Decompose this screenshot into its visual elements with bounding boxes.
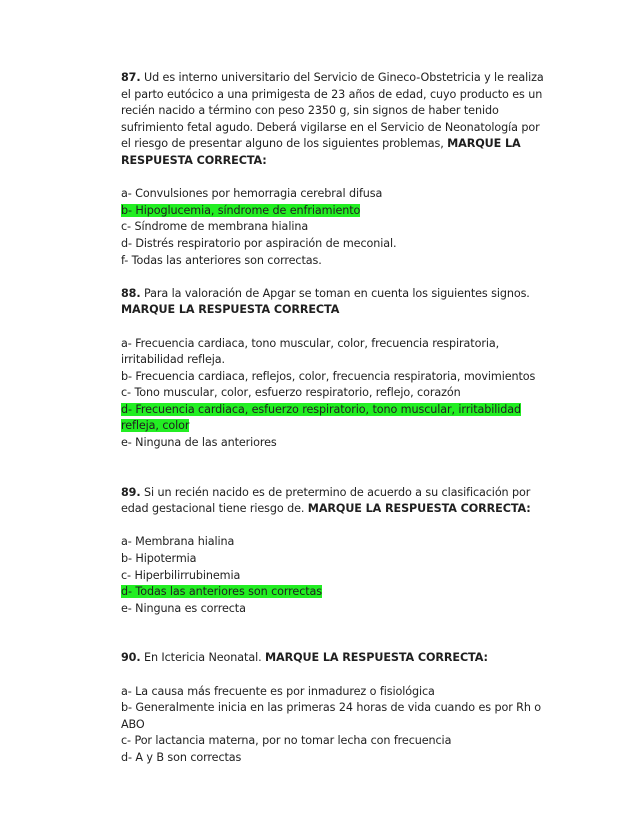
question-90-stem (121, 650, 546, 667)
question-90-options (121, 684, 546, 767)
question-87-stem (121, 70, 546, 170)
question-88-options (121, 336, 546, 452)
correct-answer-highlight: d- Todas las anteriores son correctas (121, 585, 323, 599)
question-instruction: MARQUE LA RESPUESTA CORRECTA: (265, 651, 488, 665)
option-a: a- Membrana hialina (121, 535, 235, 549)
question-instruction: MARQUE LA RESPUESTA CORRECTA: (307, 502, 531, 516)
option-d-correct (121, 584, 546, 601)
option-c: c- Síndrome de membrana hialina (121, 220, 309, 234)
option-e: e- Ninguna de las anteriores (121, 436, 277, 450)
option-a: a- Convulsiones por hemorragia cerebral difusa (121, 187, 383, 201)
option-b: b- Generalmente inicia en las primeras 24 horas de vida cuando es por Rh o ABO (121, 701, 542, 731)
question-instruction: MARQUE LA RESPUESTA CORRECTA: (121, 137, 521, 167)
option-a: a- La causa más frecuente es por inmadurez o fisiológica (121, 684, 435, 698)
option-d-correct (121, 402, 546, 435)
question-text: En Ictericia Neonatal. (140, 651, 266, 665)
question-text: Para la valoración de Apgar se toman en cuenta los siguientes signos. (140, 286, 530, 300)
option-c: c- Tono muscular, color, esfuerzo respiratorio, reflejo, corazón (121, 386, 461, 400)
question-number: 89. (121, 485, 141, 499)
option-f: f- Todas las anteriores son correctas. (121, 253, 322, 267)
option-b-correct (121, 203, 546, 220)
question-88-stem (121, 286, 546, 319)
option-c: c- Por lactancia materna, por no tomar lecha con frecuencia (121, 734, 452, 748)
question-number: 87. (121, 71, 141, 84)
question-number: 90. (121, 651, 141, 665)
option-b: b- Frecuencia cardiaca, reflejos, color, frecuencia respiratoria, movimientos (121, 369, 536, 383)
correct-answer-highlight: d- Frecuencia cardiaca, esfuerzo respiratorio, tono muscular, irritabilidad refleja, color (121, 402, 522, 433)
question-text: Ud es interno universitario del Servicio de Gineco-Obstetricia y le realiza el parto eutócico a una primigesta de 23 años de edad, cuyo producto es un recién nacido a término con peso 2350 g, sin signos de haber tenido sufrimiento fetal agudo. Deberá vigilarse en el Servicio de Neonatología por el riesgo de presentar alguno de los siguientes problemas, (121, 71, 544, 151)
option-e: e- Ninguna es correcta (121, 601, 246, 615)
question-87-options (121, 186, 546, 269)
document-content (121, 70, 546, 767)
option-d: d- Distrés respiratorio por aspiración de meconial. (121, 236, 397, 250)
question-89-stem (121, 485, 546, 518)
question-number: 88. (121, 286, 141, 300)
question-text: Si un recién nacido es de pretermino de acuerdo a su clasificación por edad gestacional tiene riesgo de. (121, 485, 531, 516)
option-a: a- Frecuencia cardiaca, tono muscular, color, frecuencia respiratoria, irritabilidad refleja. (121, 336, 500, 367)
option-b: b- Hipotermia (121, 552, 197, 566)
option-d: d- A y B son correctas (121, 750, 242, 764)
option-c: c- Hiperbilirrubinemia (121, 568, 241, 582)
question-89-options (121, 534, 546, 617)
correct-answer-highlight: b- Hipoglucemia, síndrome de enfriamiento (121, 203, 361, 217)
question-instruction: MARQUE LA RESPUESTA CORRECTA (121, 303, 340, 317)
